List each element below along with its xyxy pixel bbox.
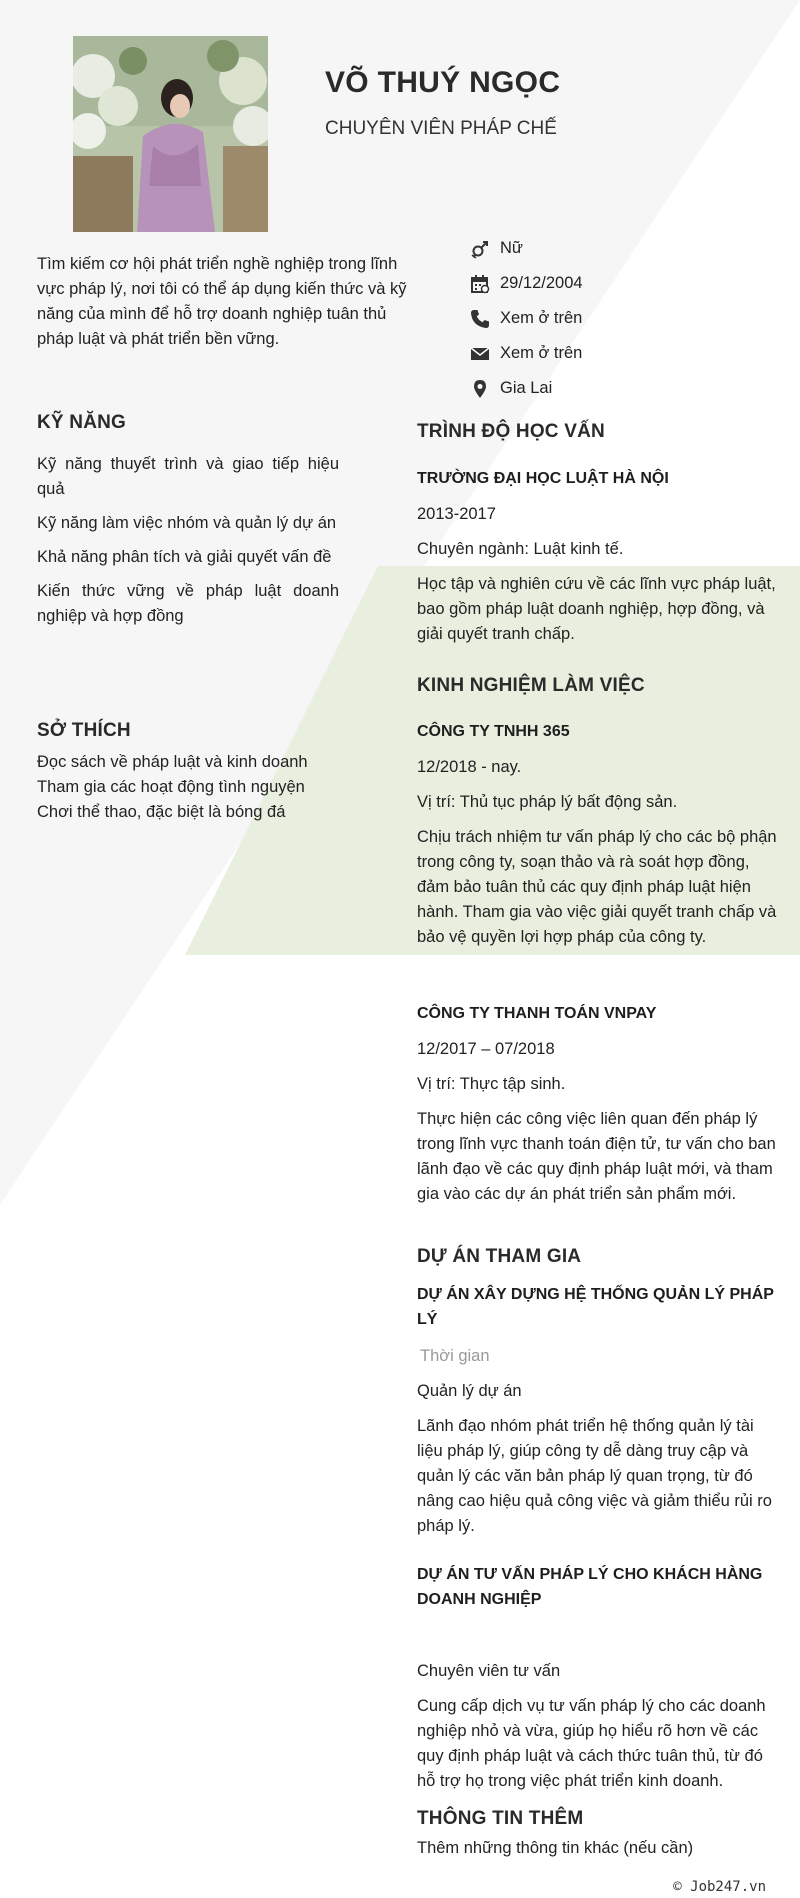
gender-icon (470, 238, 500, 260)
contact-info (470, 231, 770, 406)
phone-row (470, 301, 770, 336)
skill-item: Kỹ năng thuyết trình và giao tiếp hiệu quả (37, 455, 339, 498)
profile-photo (73, 36, 268, 232)
extra-heading: THÔNG TIN THÊM (417, 1808, 584, 1829)
career-objective: Tìm kiếm cơ hội phát triển nghề nghiệp trong lĩnh vực pháp lý, nơi tôi có thể áp dụng kiến thức và kỹ năng của mình để hỗ trợ doanh nghiệp tuân thủ pháp luật và phát triển bền vững. (37, 255, 407, 348)
education-description: Học tập và nghiên cứu về các lĩnh vực pháp luật, bao gồm pháp luật doanh nghiệp, hợp đồng, và giải quyết tranh chấp. (417, 575, 776, 643)
project-role: Chuyên viên tư vấn (417, 1662, 561, 1680)
job-description: Chịu trách nhiệm tư vấn pháp lý cho các bộ phận trong công ty, soạn thảo và rà soát hợp đồng, đảm bảo tuân thủ các quy định pháp luật hiện hành. Tham gia vào việc giải quyết tranh chấp và bảo vệ quyền lợi hợp pháp của công ty. (417, 828, 777, 946)
envelope-icon (470, 343, 500, 365)
job-position: Vị trí: Thủ tục pháp lý bất động sản. (417, 793, 678, 811)
extra-text: Thêm những thông tin khác (nếu cần) (417, 1839, 694, 1857)
birthday-value: 29/12/2004 (500, 274, 583, 292)
education-heading: TRÌNH ĐỘ HỌC VẤN (417, 421, 605, 442)
gender-value: Nữ (500, 239, 523, 257)
project-name: DỰ ÁN XÂY DỰNG HỆ THỐNG QUẢN LÝ PHÁP LÝ (417, 1286, 774, 1328)
job-position: Vị trí: Thực tập sinh. (417, 1075, 566, 1093)
candidate-name: VÕ THUÝ NGỌC (325, 66, 561, 99)
location-value: Gia Lai (500, 379, 553, 397)
map-pin-icon (470, 378, 500, 400)
hobby-item: Tham gia các hoạt động tình nguyện (37, 778, 305, 796)
hobby-item: Chơi thể thao, đặc biệt là bóng đá (37, 803, 286, 821)
job-period: 12/2017 – 07/2018 (417, 1040, 555, 1058)
phone-icon (470, 308, 500, 330)
hobbies-heading: SỞ THÍCH (37, 720, 131, 741)
skills-heading: KỸ NĂNG (37, 412, 127, 433)
job-company: CÔNG TY THANH TOÁN VNPAY (417, 1005, 657, 1022)
experience-heading: KINH NGHIỆM LÀM VIỆC (417, 675, 645, 696)
phone-value: Xem ở trên (500, 309, 583, 327)
skill-item: Kiến thức vững về pháp luật doanh nghiệp và hợp đồng (37, 582, 339, 625)
project-name: DỰ ÁN TƯ VẤN PHÁP LÝ CHO KHÁCH HÀNG DOANH NGHIỆP (417, 1566, 763, 1608)
project-time: Thời gian (420, 1347, 490, 1365)
birthday-row (470, 266, 770, 301)
hobby-item: Đọc sách về pháp luật và kinh doanh (37, 753, 308, 771)
location-row (470, 371, 770, 406)
education-period: 2013-2017 (417, 505, 496, 523)
email-row (470, 336, 770, 371)
skill-item: Kỹ năng làm việc nhóm và quản lý dự án (37, 514, 337, 532)
project-description: Lãnh đạo nhóm phát triển hệ thống quản lý tài liệu pháp lý, giúp công ty dễ dàng truy cập và quản lý các văn bản pháp lý quan trọng, từ đó nâng cao hiệu quả công việc và giảm thiểu rủi ro pháp lý. (417, 1417, 772, 1535)
skill-item: Khả năng phân tích và giải quyết vấn đề (37, 548, 332, 566)
projects-heading: DỰ ÁN THAM GIA (417, 1246, 582, 1267)
job-description: Thực hiện các công việc liên quan đến pháp lý trong lĩnh vực thanh toán điện tử, tư vấn cho ban lãnh đạo về các quy định pháp luật mới, và tham gia vào các dự án phát triển sản phẩm mới. (417, 1110, 776, 1203)
calendar-icon (470, 273, 500, 295)
email-value: Xem ở trên (500, 344, 583, 362)
hobbies-list (37, 750, 357, 825)
footer-watermark: © Job247.vn (673, 1879, 766, 1895)
job-title: CHUYÊN VIÊN PHÁP CHẾ (325, 118, 557, 139)
job-period: 12/2018 - nay. (417, 758, 522, 776)
job-company: CÔNG TY TNHH 365 (417, 723, 570, 740)
education-school: TRƯỜNG ĐẠI HỌC LUẬT HÀ NỘI (417, 470, 669, 487)
education-major: Chuyên ngành: Luật kinh tế. (417, 540, 624, 558)
gender-row (470, 231, 770, 266)
project-description: Cung cấp dịch vụ tư vấn pháp lý cho các doanh nghiệp nhỏ và vừa, giúp họ hiểu rõ hơn về các quy định pháp luật và cách thức tuân thủ, từ đó hỗ trợ họ trong việc phát triển kinh doanh. (417, 1697, 766, 1790)
project-role: Quản lý dự án (417, 1382, 522, 1400)
skills-list (37, 452, 339, 638)
